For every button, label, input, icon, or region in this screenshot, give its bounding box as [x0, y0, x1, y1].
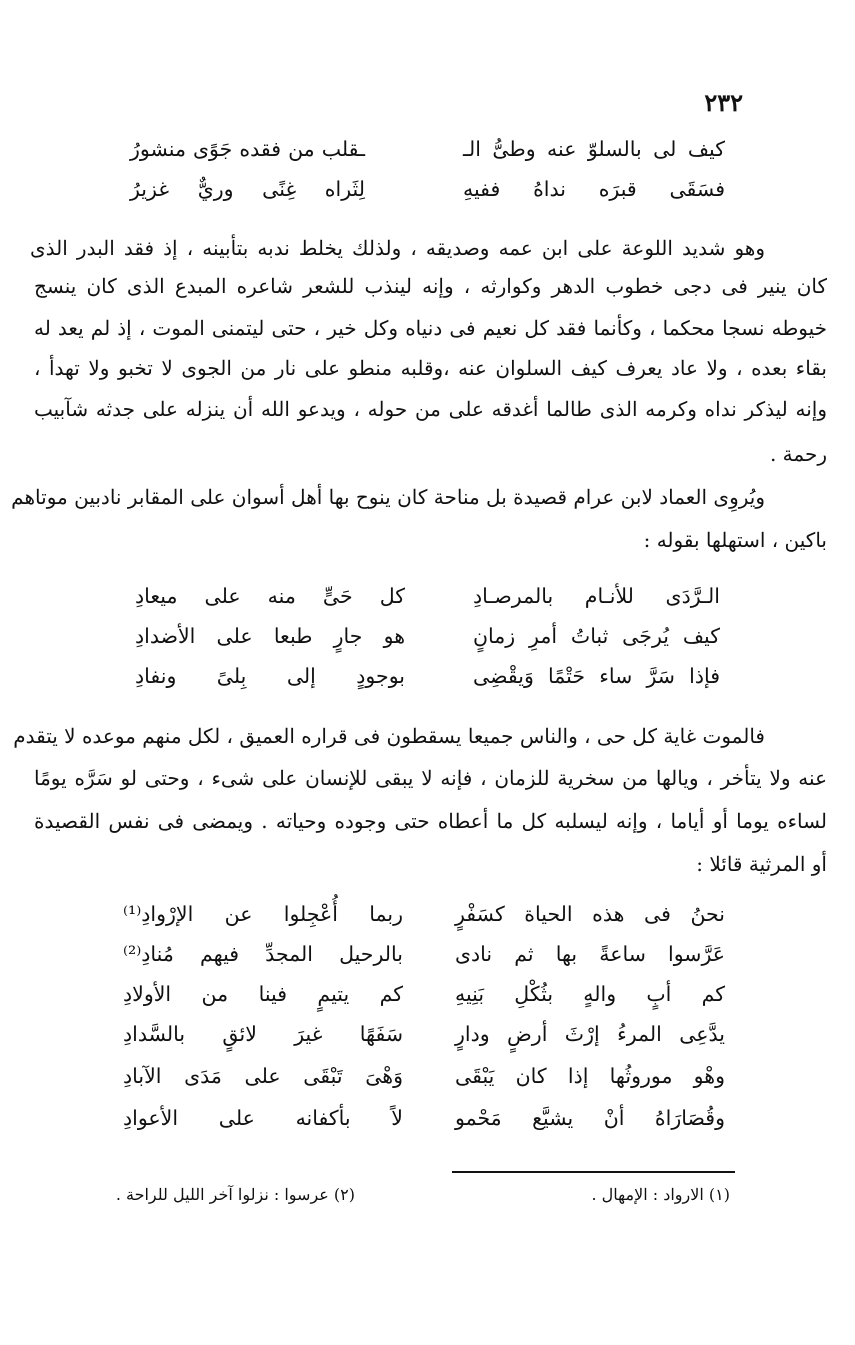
paragraph-line: وهو شديد اللوعة على ابن عمه وصديقه ، ولذلك يخلط ندبه بتأبينه ، إذ فقد البدر الذى [30, 236, 765, 260]
verse-hemistich: وقُصَارَاهُ أنْ يشيَّع مَحْمو [455, 1106, 725, 1130]
verse-hemistich: فسَقَى قبرَه نداهُ ففيهِ [463, 177, 725, 201]
verse-hemistich: الـرَّدَى للأنـام بالمرصـادِ [473, 584, 720, 608]
verse-hemistich: كم أبٍ والهٍ بثُكْلِ بَنِيهِ [455, 982, 725, 1006]
paragraph-line: أو المرثية قائلا : [696, 852, 827, 876]
verse-hemistich: نحنُ فى هذه الحياة كسَفْرٍ [455, 902, 725, 926]
verse-hemistich: سَفَهًا غيرَ لائقٍ بالسَّدادِ [123, 1022, 403, 1046]
verse-hemistich: كيف يُرجَى ثباتُ أمرِ زمانٍ [473, 624, 720, 648]
verse-hemistich: بالرحيل المجدِّ فيهم مُنادِ⁽²⁾ [123, 942, 403, 966]
footnote-1: (١) الارواد : الإمهال . [591, 1185, 730, 1204]
verse-hemistich: يدَّعِى المرءُ إرْثَ أرضٍ ودارٍ [455, 1022, 725, 1046]
paragraph-line: لساءه يوما أو أياما ، وإنه ليسلبه كل ما أعطاه حتى وجوده وحياته . ويمضى فى نفس القصيدة [34, 809, 827, 833]
paragraph-line: وإنه ليذكر نداه وكرمه الذى طالما أغدقه على من حوله ، ويدعو الله أن ينزله على جدثه شآبيب [34, 397, 827, 421]
verse-hemistich: لِثَراه غِنًى وريٌّ غزيرُ [130, 177, 365, 201]
verse-hemistich: وهْو موروثُها إذا كان يَبْقَى [455, 1064, 725, 1088]
paragraph-line: عنه ولا يتأخر ، ويالها من سخرية للزمان ، فإنه لا يبقى للإنسان على شىء ، وحتى لو سَرَّه يومًا [34, 766, 827, 790]
paragraph-line: باكين ، استهلها بقوله : [643, 528, 827, 552]
page-number: ٢٣٢ [704, 88, 743, 117]
verse-hemistich: ربما أُعْجِلوا عن الإرْوادِ⁽¹⁾ [123, 902, 403, 926]
paragraph-line: بقاء بعده ، ولا عاد يعرف كيف السلوان عنه ،وقلبه منطو على نار من الجوى لا تخبو ولا تهدأ ، [34, 356, 827, 380]
footnote-2: (٢) عرسوا : نزلوا آخر الليل للراحة . [115, 1185, 355, 1204]
paragraph-line: خيوطه نسجا محكما ، وكأنما فقد كل نعيم فى دنياه وكل خير ، حتى ليتمنى الموت ، إذ لم يعد له [34, 316, 827, 340]
verse-hemistich: كل حَىٍّ منه على ميعادِ [135, 584, 405, 608]
verse-hemistich: لاً بأكفانه على الأعوادِ [123, 1106, 403, 1130]
paragraph-line: فالموت غاية كل حى ، والناس جميعا يسقطون فى قراره العميق ، لكل منهم موعده لا يتقدم [13, 724, 765, 748]
footnote-divider [452, 1171, 735, 1173]
verse-hemistich: فإذا سَرَّ ساء حَتْمًا وَيقْضِى [473, 664, 720, 688]
verse-hemistich: هو جارٍ طبعا على الأضدادِ [135, 624, 405, 648]
paragraph-line: رحمة . [769, 442, 827, 466]
verse-hemistich: عَرَّسوا ساعةً بها ثم نادى [455, 942, 725, 966]
paragraph-line: كان ينير فى دجى خطوب الدهر وكوارثه ، وإنه لينذب للشعر شاعره المبدع الذى كان ينسج [34, 274, 827, 298]
verse-hemistich: كم يتيمٍ فينا من الأولادِ [123, 982, 403, 1006]
verse-hemistich: بوجودٍ إلى بِلىً ونفادِ [135, 664, 405, 688]
verse-hemistich: وَهْىَ تَبْقَى على مَدَى الآبادِ [123, 1064, 403, 1088]
verse-hemistich: ـقلب من فقده جَوًى منشورُ [130, 137, 365, 161]
verse-hemistich: كيف لى بالسلوّ عنه وطىُّ الـ [463, 137, 725, 161]
paragraph-line: ويُروِى العماد لابن عرام قصيدة بل مناحة كان ينوح بها أهل أسوان على المقابر نادبين موتاهم [11, 485, 765, 509]
